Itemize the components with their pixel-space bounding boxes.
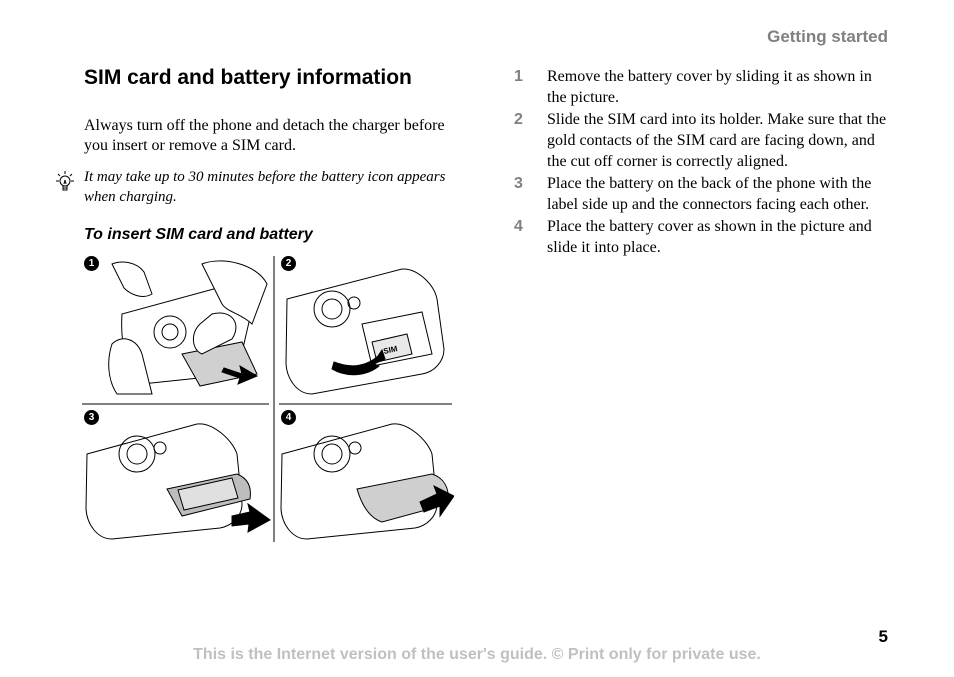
figure-1-illustration xyxy=(109,261,267,394)
instruction-figures xyxy=(82,254,454,544)
step-text: Place the battery on the back of the phone with the label side up and the connectors facing each other. xyxy=(547,175,872,213)
page-title: SIM card and battery information xyxy=(84,66,412,89)
figure-1-marker: 1 xyxy=(84,256,99,271)
step-number: 4 xyxy=(514,218,523,235)
step-text: Place the battery cover as shown in the picture and slide it into place. xyxy=(547,218,872,256)
figure-3-marker: 3 xyxy=(84,410,99,425)
step-text: Remove the battery cover by sliding it as shown in the picture. xyxy=(547,68,872,106)
step-item xyxy=(514,109,894,172)
sim-card-label: SIM xyxy=(382,344,399,356)
figure-4-marker: 4 xyxy=(281,410,296,425)
step-text: Slide the SIM card into its holder. Make sure that the gold contacts of the SIM card are facing down, and the cut off corner is correctly aligned. xyxy=(547,111,887,170)
lightbulb-icon xyxy=(54,170,76,194)
instruction-steps xyxy=(514,66,894,258)
tip-text: It may take up to 30 minutes before the battery icon appears when charging. xyxy=(84,169,446,205)
step-item xyxy=(514,66,894,108)
section-header: Getting started xyxy=(767,27,888,46)
step-item xyxy=(514,173,894,215)
step-number: 2 xyxy=(514,111,523,128)
step-number: 3 xyxy=(514,175,523,192)
subheading: To insert SIM card and battery xyxy=(84,226,313,243)
figure-grid xyxy=(82,254,454,544)
figure-2-marker: 2 xyxy=(281,256,296,271)
figure-2-illustration xyxy=(286,269,444,394)
intro-paragraph: Always turn off the phone and detach the charger before you insert or remove a SIM card. xyxy=(84,117,445,154)
step-number: 1 xyxy=(514,68,523,85)
figure-4-illustration xyxy=(281,424,454,539)
step-item xyxy=(514,216,894,258)
page-number: 5 xyxy=(878,627,888,646)
figure-3-illustration xyxy=(86,424,270,539)
footer-notice: This is the Internet version of the user's guide. © Print only for private use. xyxy=(193,646,761,663)
